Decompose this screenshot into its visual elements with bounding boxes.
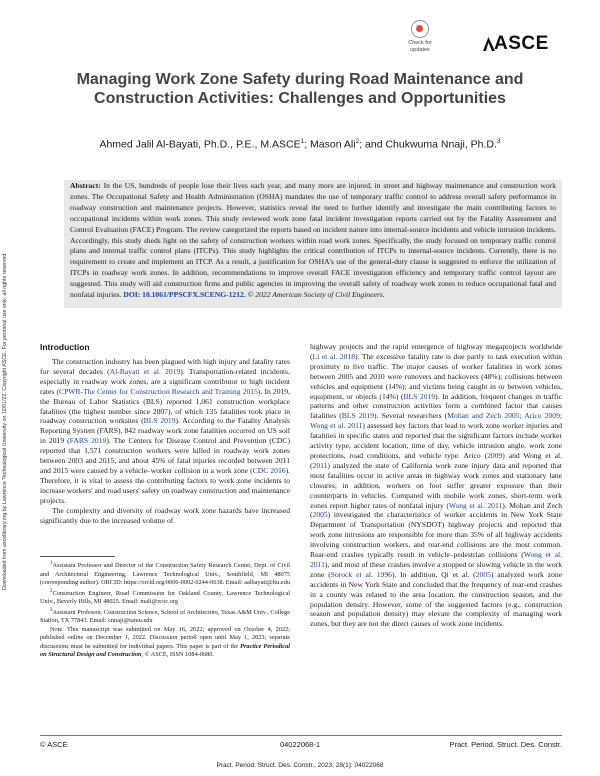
citation-link[interactable]: FARS 2019 — [69, 436, 107, 446]
check-for-updates-badge[interactable]: Check for updates — [405, 20, 435, 58]
page-number: 04022068-1 — [279, 740, 321, 749]
citation-link[interactable]: CPWR-The Center for Construction Research and Training 2015 — [59, 386, 258, 396]
doi-link[interactable]: DOI: 10.1061/PPSCFX.SCENG-1212. — [123, 290, 246, 300]
journal-abbreviation: Pract. Period. Struct. Des. Constr. — [449, 740, 562, 749]
asce-logo: ASCE — [483, 34, 563, 56]
citation-link[interactable]: CDC 2016 — [252, 465, 286, 475]
footer-divider — [40, 735, 562, 736]
paragraph: The complexity and diversity of roadway work zone hazards have increased significantly due to the increased volume of — [40, 505, 290, 525]
citation-link[interactable]: Li et al. 2018 — [312, 351, 355, 361]
footnote: $^2$Construction Engineer, Road Commission for Oakland County, Lawrence Technological Univ., Beverly Hills, MI 48025. Email: mali@rcoc.org — [40, 588, 290, 606]
update-icon — [411, 20, 429, 38]
citation-link[interactable]: 2005 — [475, 569, 491, 579]
footnote-divider — [40, 556, 115, 557]
footer-citation: Pract. Period. Struct. Des. Constr., 2023, 28(1): 04022068 — [216, 762, 384, 769]
footnote: $^1$Assistant Professor and Director of the Construction Safety Research Center, Dept. of Civil and Architectural Engineering, Lawrence Technological Univ., Southfield, MI 48075 (corresponding author). ORCID: https://orcid.org/0000-0002-0244-0638. Email: aalbayati@ltu.edu — [40, 561, 290, 587]
footer-copyright: © ASCE — [40, 740, 68, 749]
section-heading: Introduction — [40, 342, 90, 352]
citation-link[interactable]: 2011 — [312, 460, 328, 470]
citation-link[interactable]: Mohan and Zech 2005; Arico 2009; Wong et al. 2011 — [310, 411, 562, 431]
citation-link[interactable]: Sorock et al. 1996 — [330, 569, 392, 579]
submission-note: Note. This manuscript was submitted on May 16, 2022; approved on October 4, 2022; published online on December 1, 2022. Discussion period open until May 1, 2023; separate discussions must be submitted for individual papers. This paper is part of the Practice Periodical on Structural Design and Construction, © ASCE, ISSN 1084-0680. — [40, 625, 290, 659]
paragraph: highway projects and the rapid emergence of highway megaprojects worldwide (Li et al. 2018). The excessive fatality rate is due partly to task execution within proximity to live traffic. The major causes of worker fatalities in work zones between 2005 and 2010 were runovers and backovers (48%); collisions between vehicles and equipment (14%); and victims being caught in or between vehicles, equipment, or objects (14%) (BLS 2019). In addition, frequent changes in traffic patterns and other construction activities form a combined factor that causes fatalities (BLS 2019). Several researchers (Mohan and Zech 2005; Arico 2009; Wong et al. 2011) assessed key factors that lead to work zone worker injuries and fatalities in specific states and reported that the significant factors include worker activity type, accident location, time of day, vehicle intrusion angle, work zone protections, road conditions, and vehicle type. Arico (2009) and Wong et al. (2011) analyzed the state of California work zone injury data and reported that most fatalities occur in active areas in highway work zones and stationary lane closures; in addition, workers on foot suffer greater exposure than their counterparts in vehicles. Compared with mobile work zones, short-term work zones report higher rates of nonfatal injury (Wong et al. 2011). Mohan and Zech (2005) investigated the characteristics of worker accidents in New York State Department of Transportation (NYSDOT) highway projects and reported that work zone intrusions are responsible for more than 35% of all highway accidents involving construction workers, and rear-end collisions are the most common. Rear-end crashes typically result in vehicle–pedestrian collisions (Wong et al. 2011), and most of these crashes involve a stopped or slowing vehicle in the work zone (Sorock et al. 1996). In addition, Qi et al. (2005) analyzed work zone accidents in New York State and concluded that the frequency of rear-end crashes in a county was related to the area location, the construction season, and the population density. However, some of the suggested factors (e.g., construction season and population density) may elevate the complexity of managing work zones, but they are not the direct causes of work zone incidents. — [310, 342, 562, 629]
footnote: $^3$Assistant Professor, Construction Science, School of Architecture, Texas A&M Univ., College Station, TX 77843. Email: cnnaji@tamu.edu — [40, 607, 290, 625]
download-notice: Downloaded from ascelibrary.org by Lawrence Technological University on 12/01/22. Copyright ASCE. For personal use only; all rights reserved. — [2, 252, 8, 590]
body-column-right — [310, 342, 562, 629]
citation-link[interactable]: 2005 — [312, 510, 328, 520]
citation-link[interactable]: Al-Bayati et al. 2019 — [109, 366, 181, 376]
paper-title: Managing Work Zone Safety during Road Maintenance and Construction Activities: Challenges and Opportunities — [76, 71, 524, 107]
citation-link[interactable]: BLS 2019 — [403, 391, 436, 401]
citation-link[interactable]: 2009 — [487, 450, 503, 460]
body-column-left — [40, 357, 290, 525]
abstract-label: Abstract: — [70, 181, 101, 190]
citation-link[interactable]: BLS 2019 — [143, 416, 176, 426]
author-list: Ahmed Jalil Al-Bayati, Ph.D., P.E., M.ASCE$^1$; Mason Ali$^2$; and Chukwuma Nnaji, Ph.D.$^3$ — [99, 138, 501, 151]
citation-link[interactable]: Wong et al. 2011 — [310, 550, 562, 569]
abstract: Abstract: In the US, hundreds of people lose their lives each year, and many more are injured, in street and highway maintenance and construction work zones. The Occupational Safety and Health Administration (OSHA) mandates the use of temporary traffic control to address overall safety performance in roadway construction and maintenance projects. However, statistics reveal the need to further identify and investigate the main contributing factors to occupational incidents within work zones. This study reviewed work zone fatal incident investigation reports carried out by the Fatality Assessment and Control Evaluation (FACE) Program. The review categorized the reports based on incident nature into internal-source incidents and vehicle intrusion incidents. Accordingly, this study sheds light on the safety of construction workers within road work zones. Specifically, the study focused on temporary traffic control plans and internal traffic control plans (ITCPs). This study highlights the critical contribution of ITCPs to internal-source incidents. Currently, there is no requirement to create and implement an ITCP. As a result, a justification for OSHA's use of the general-duty clause is suggested to enforce the utilization of ITCPs in roadway work zones. In addition, recommendations to improve overall FACE investigation efficiency and temporary traffic control layout are suggested. This study will aid construction firms and public agencies in improving the overall safety of roadway work zones to reduce occupational fatal and nonfatal injuries. DOI: 10.1061/PPSCFX.SCENG-1212. © 2022 American Society of Civil Engineers. — [70, 181, 556, 300]
citation-link[interactable]: Wong et al. 2011 — [448, 500, 503, 510]
paragraph: The construction industry has been plagued with high injury and fatality rates for several decades (Al-Bayati et al. 2019). Transportation-related incidents, especially in roadway work zones, are a significant contributor to high incident rates (CPWR-The Center for Construction Research and Training 2015). In 2019, the Bureau of Labor Statistics (BLS) reported 1,061 construction workplace fatalities (the highest number since 2007), of which 135 fatalities took place in roadway construction worksites (BLS 2019). According to the Fatality Analysis Reporting System (FARS), 842 roadway work zone fatalities occurred on US soil in 2019 (FARS 2019). The Centers for Disease Control and Prevention (CDC) reported that 1,571 construction workers were killed in roadway work zones between 2003 and 2015, and about 45% of fatal injuries recorded between 2011 and 2015 were caused by a vehicle–worker collision in a work zone (CDC 2016). Therefore, it is vital to assess the contributing factors to work zone incidents to increase workers' and road users' safety on roadway construction and maintenance projects. — [40, 357, 291, 505]
citation-link[interactable]: BLS 2019 — [341, 411, 375, 421]
footnotes — [40, 560, 290, 660]
